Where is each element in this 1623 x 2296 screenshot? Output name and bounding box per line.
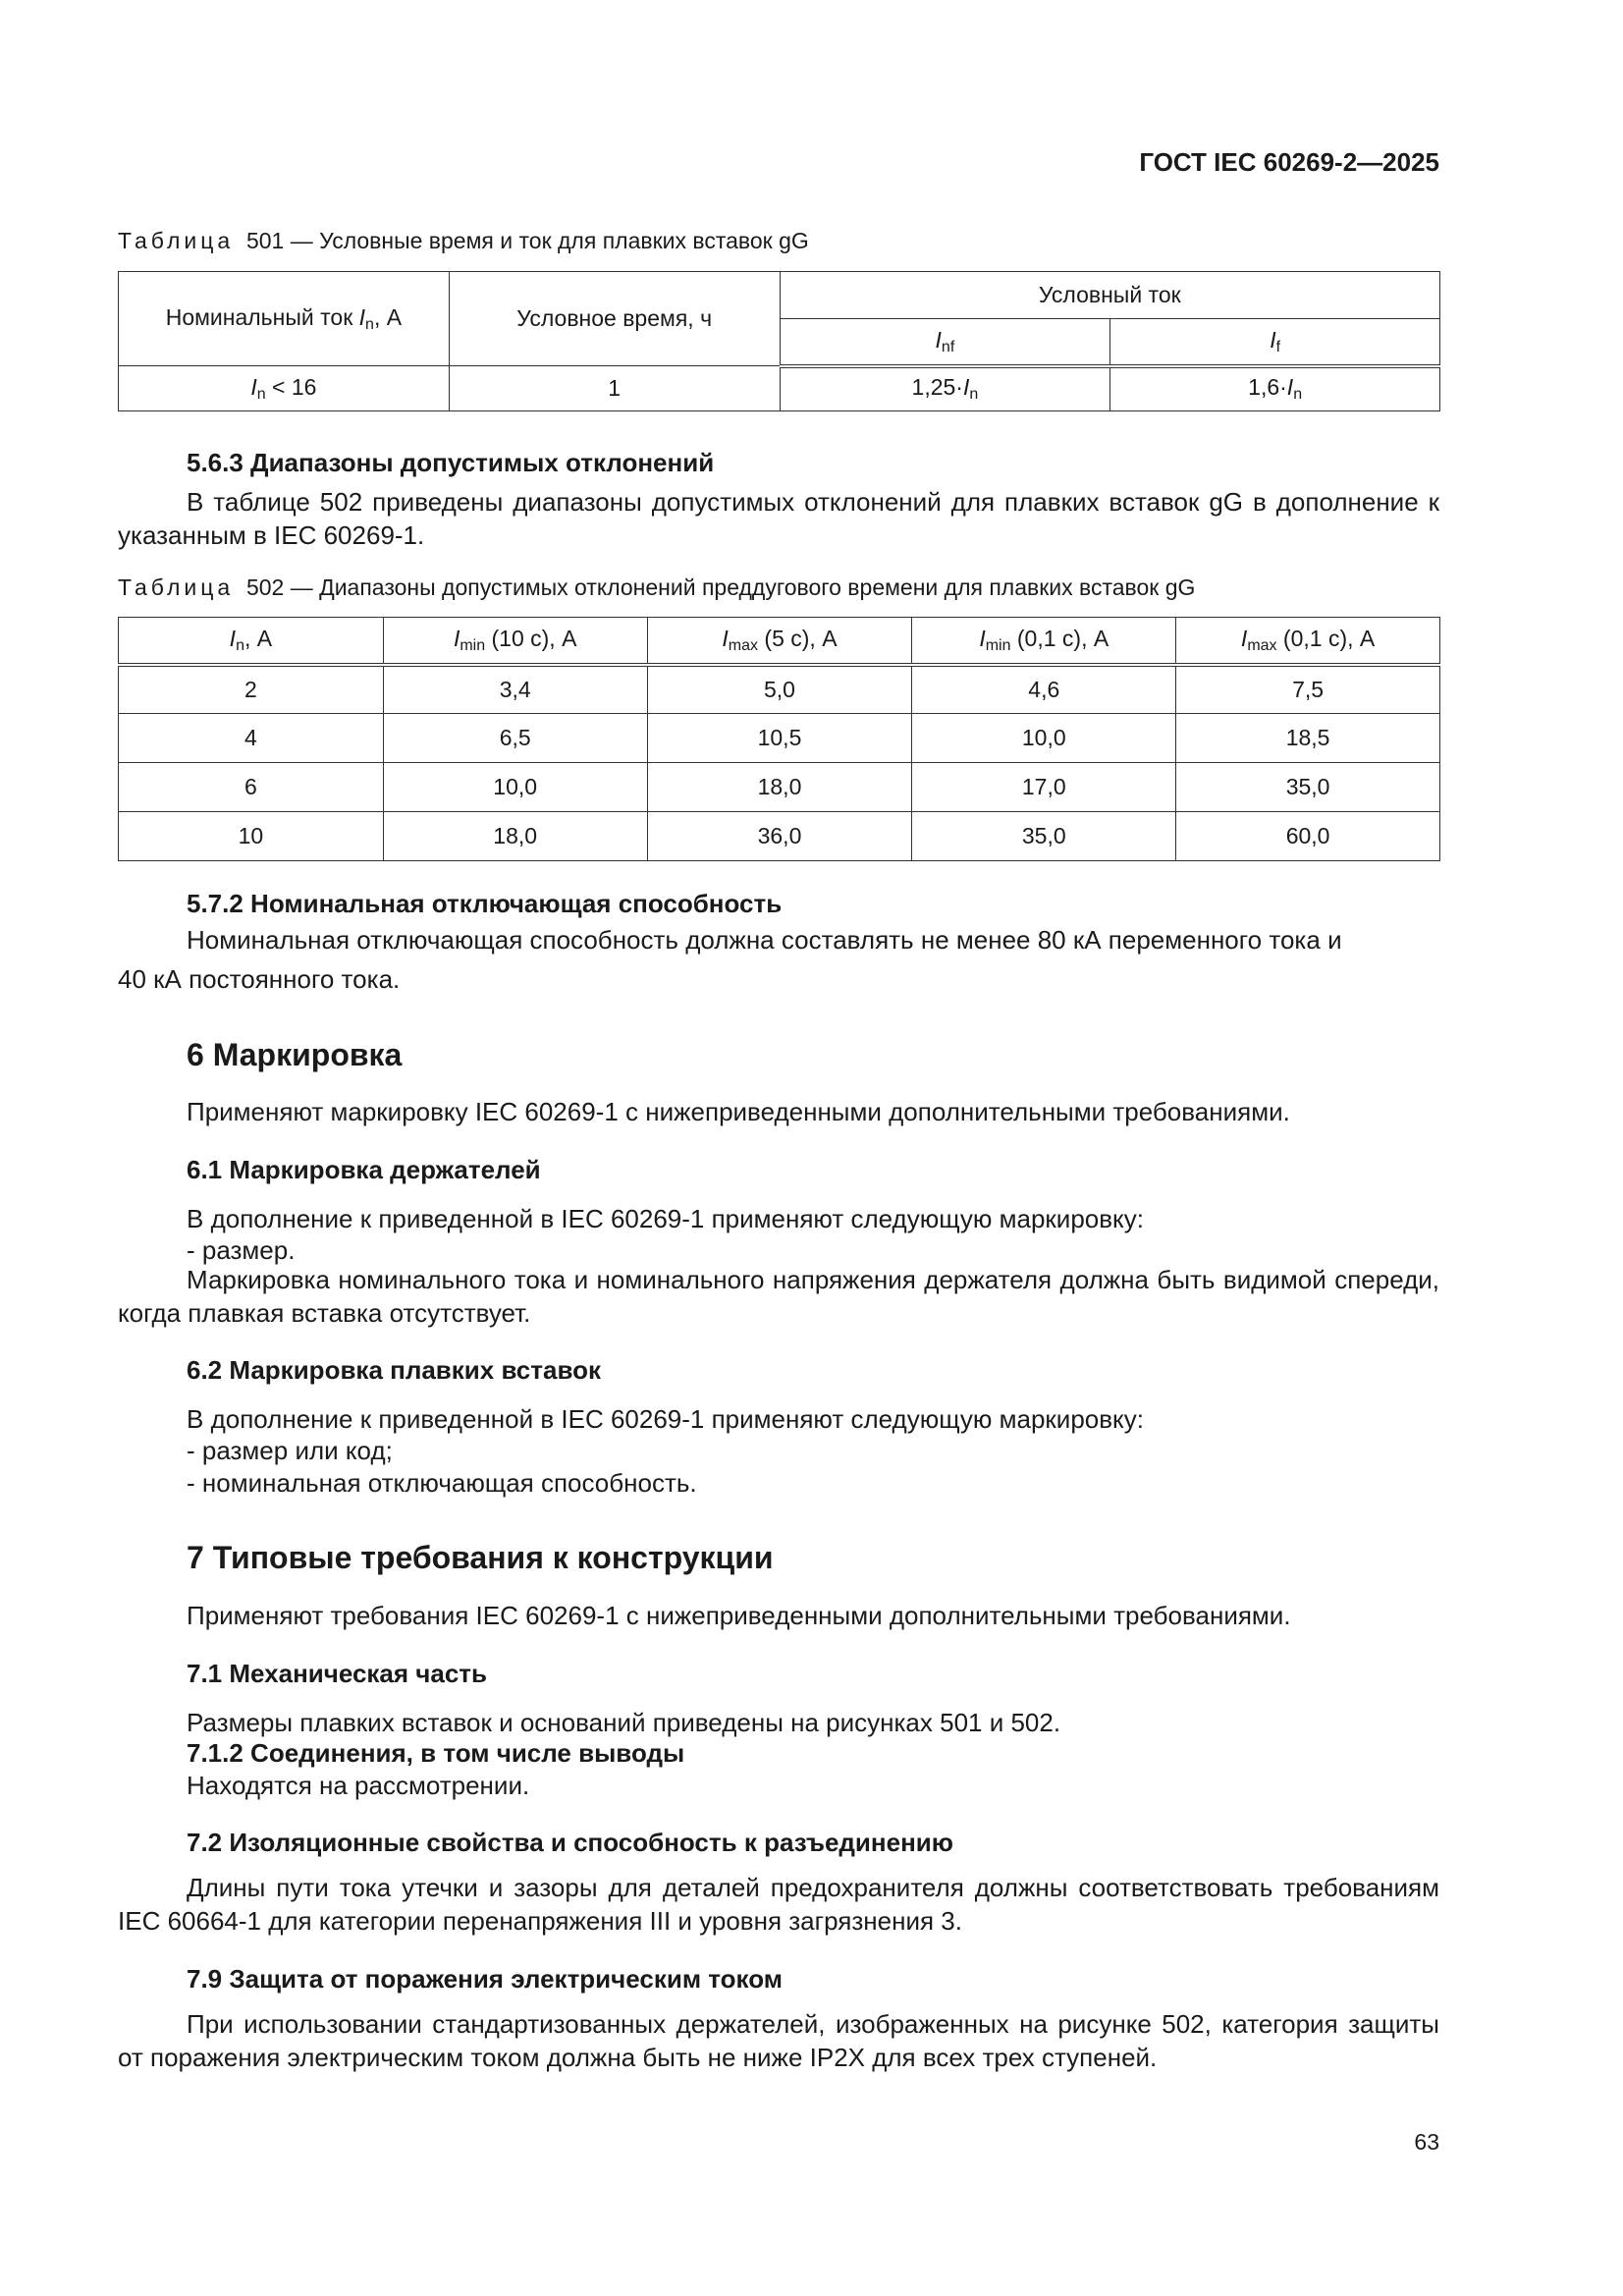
header-conventional-time: Условное время, ч (449, 272, 780, 366)
header-cell: $I_{max}$ (0,1 с), А (1176, 618, 1440, 665)
chapter-heading-6: 6 Маркировка (187, 1037, 403, 1072)
header-rated-current: Номинальный ток $I_n$, А (119, 272, 450, 366)
paragraph-6-1-body: Маркировка номинального тока и номинального напряжения держателя должна быть видимой спереди, когда плавкая вставка отсутствует. (118, 1265, 1439, 1328)
table-cell: 17,0 (912, 763, 1176, 812)
table-cell: 10 (119, 812, 384, 861)
header-if: $I_f$ (1110, 319, 1440, 366)
paragraph-5-7-2-line1: Номинальная отключающая способность должна составлять не менее 80 кА переменного тока и (187, 925, 1342, 955)
table-cell: 18,0 (647, 763, 912, 812)
table-cell: 10,5 (647, 714, 912, 763)
table-501 (118, 271, 1440, 411)
paragraph-5-7-2-line2: 40 кА постоянного тока. (118, 964, 401, 994)
table-cell: 6,5 (383, 714, 647, 763)
table-cell: 4 (119, 714, 384, 763)
table-cell: 60,0 (1176, 812, 1440, 861)
section-heading-6-2: 6.2 Маркировка плавких вставок (187, 1355, 601, 1385)
paragraph-7-9: При использовании стандартизованных держателей, изображенных на рисунке 502, категория защиты от поражения электрическим током должна быть не ниже IP2X для всех трех ступеней. (118, 2009, 1439, 2072)
paragraph-6-2-line3: - номинальная отключающая способность. (187, 1468, 697, 1498)
table-cell: 6 (119, 763, 384, 812)
header-cell: $I_{min}$ (10 с), А (383, 618, 647, 665)
table-502 (118, 617, 1440, 861)
page-number: 63 (1414, 2129, 1439, 2155)
paragraph-5-6-3: В таблице 502 приведены диапазоны допустимых отклонений для плавких вставок gG в дополнение к указанным в IEC 60269-1. (118, 487, 1439, 550)
table-row (119, 665, 1440, 714)
table-502-caption (118, 574, 1195, 601)
table-row (119, 763, 1440, 812)
section-heading-5-7-2: 5.7.2 Номинальная отключающая способность (187, 889, 783, 918)
cell-if: $1,6\cdot I_n$ (1110, 366, 1440, 411)
cell-time: 1 (449, 366, 780, 411)
paragraph-6-1-line1: В дополнение к приведенной в IEC 60269-1 применяют следующую маркировку: (187, 1204, 1144, 1233)
paragraph-7-2: Длины пути тока утечки и зазоры для деталей предохранителя должны соответствовать требованиям IEC 60664-1 для категории перенапряжения III и уровня загрязнения 3. (118, 1873, 1439, 1936)
table-cell: 10,0 (912, 714, 1176, 763)
table-cell: 7,5 (1176, 665, 1440, 714)
header-cell: $I_n$, А (119, 618, 384, 665)
table-cell: 5,0 (647, 665, 912, 714)
table-cell: 35,0 (1176, 763, 1440, 812)
section-heading-6-1: 6.1 Маркировка держателей (187, 1155, 541, 1184)
chapter-heading-7: 7 Типовые требования к конструкции (187, 1540, 774, 1575)
paragraph-6: Применяют маркировку IEC 60269-1 с нижеприведенными дополнительными требованиями. (187, 1097, 1290, 1126)
table-cell: 3,4 (383, 665, 647, 714)
section-heading-7-1-2: 7.1.2 Соединения, в том числе выводы (187, 1738, 685, 1768)
table-cell: 2 (119, 665, 384, 714)
paragraph-6-1-line2: - размер. (187, 1235, 296, 1265)
cell-rated: $I_n < 16$ (119, 366, 450, 411)
section-heading-7-1: 7.1 Механическая часть (187, 1659, 488, 1688)
caption-label: Таблица (118, 574, 235, 600)
paragraph-7: Применяют требования IEC 60269-1 с нижеприведенными дополнительными требованиями. (187, 1601, 1291, 1630)
caption-label: Таблица (118, 228, 235, 253)
document-code: ГОСТ IEC 60269-2—2025 (1139, 147, 1439, 177)
paragraph-6-2-line1: В дополнение к приведенной в IEC 60269-1 применяют следующую маркировку: (187, 1404, 1144, 1434)
cell-inf: $1,25\cdot I_n$ (780, 366, 1110, 411)
table-row (119, 366, 1440, 411)
header-inf: $I_{nf}$ (780, 319, 1110, 366)
header-cell: $I_{min}$ (0,1 с), А (912, 618, 1176, 665)
table-cell: 35,0 (912, 812, 1176, 861)
paragraph-7-1-2: Находятся на рассмотрении. (187, 1771, 530, 1800)
table-501-caption (118, 228, 809, 254)
section-heading-7-9: 7.9 Защита от поражения электрическим током (187, 1964, 784, 1994)
caption-text: 501 — Условные время и ток для плавких вставок gG (245, 228, 809, 253)
table-row (119, 714, 1440, 763)
table-cell: 18,0 (383, 812, 647, 861)
section-heading-7-2: 7.2 Изоляционные свойства и способность к разъединению (187, 1828, 953, 1857)
header-conventional-current: Условный ток (780, 272, 1439, 319)
table-cell: 4,6 (912, 665, 1176, 714)
table-row (119, 812, 1440, 861)
caption-text: 502 — Диапазоны допустимых отклонений преддугового времени для плавких вставок gG (245, 574, 1196, 600)
table-cell: 18,5 (1176, 714, 1440, 763)
paragraph-7-1: Размеры плавких вставок и оснований приведены на рисунках 501 и 502. (187, 1708, 1061, 1737)
paragraph-6-2-line2: - размер или код; (187, 1436, 393, 1465)
header-cell: $I_{max}$ (5 с), А (647, 618, 912, 665)
table-cell: 36,0 (647, 812, 912, 861)
table-cell: 10,0 (383, 763, 647, 812)
section-heading-5-6-3: 5.6.3 Диапазоны допустимых отклонений (187, 448, 715, 477)
